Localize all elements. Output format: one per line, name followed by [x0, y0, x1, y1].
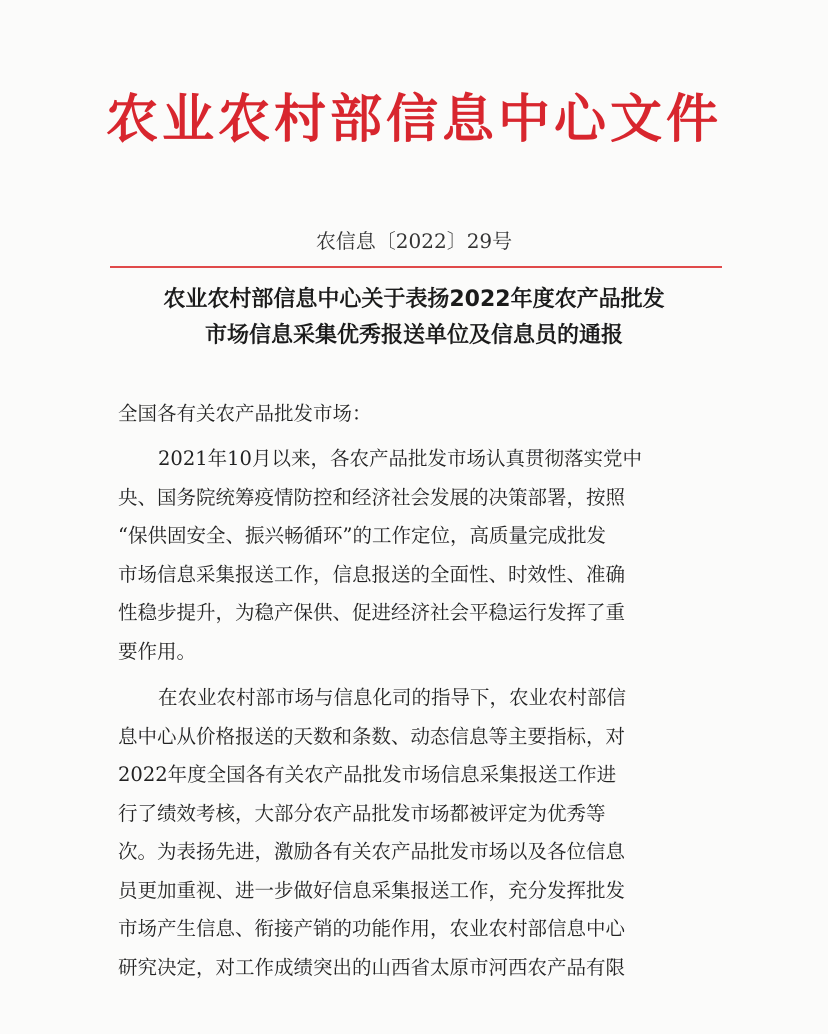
document-number: 农信息〔2022〕29号	[315, 229, 513, 253]
paragraph-line: 要作用。	[118, 639, 197, 663]
paragraph-line: “保供固安全、振兴畅循环”的工作定位，高质量完成批发	[118, 524, 606, 547]
notice-title	[0, 282, 828, 354]
paragraph-line: 市场信息采集报送工作，信息报送的全面性、时效性、准确	[118, 562, 626, 586]
notice-title-line-2: 市场信息采集优秀报送单位及信息员的通报	[204, 323, 623, 348]
paragraph-line: 研究决定，对工作成绩突出的山西省太原市河西农产品有限	[118, 955, 626, 979]
paragraph-line: 员更加重视、进一步做好信息采集报送工作，充分发挥批发	[118, 878, 626, 902]
paragraph-line: 性稳步提升，为稳产保供、促进经济社会平稳运行发挥了重	[118, 601, 626, 624]
notice-title-line-1: 农业农村部信息中心关于表扬2022年度农产品批发	[163, 287, 665, 312]
paragraph-line: 2021年10月以来，各农产品批发市场认真贯彻落实党中	[158, 447, 642, 470]
paragraph-line: 息中心从价格报送的天数和条数、动态信息等主要指标，对	[118, 724, 626, 748]
paragraph-line: 央、国务院统筹疫情防控和经济社会发展的决策部署，按照	[118, 485, 626, 509]
paragraph-line: 行了绩效考核，大部分农产品批发市场都被评定为优秀等	[118, 801, 606, 825]
paragraph-2	[118, 679, 718, 987]
document-header-title: 农业农村部信息中心文件	[105, 89, 722, 150]
body-text	[118, 440, 718, 987]
paragraph-line: 2022年度全国各有关农产品批发市场信息采集报送工作进	[118, 763, 617, 786]
red-divider-line	[110, 266, 722, 268]
paragraph-1	[118, 440, 718, 671]
paragraph-line: 在农业农村部市场与信息化司的指导下，农业农村部信	[158, 686, 627, 709]
salutation: 全国各有关农产品批发市场：	[118, 402, 372, 425]
paragraph-line: 次。为表扬先进，激励各有关农产品批发市场以及各位信息	[118, 840, 626, 863]
paragraph-line: 市场产生信息、衔接产销的功能作用，农业农村部信息中心	[118, 917, 626, 940]
paragraph-gap	[118, 671, 718, 679]
